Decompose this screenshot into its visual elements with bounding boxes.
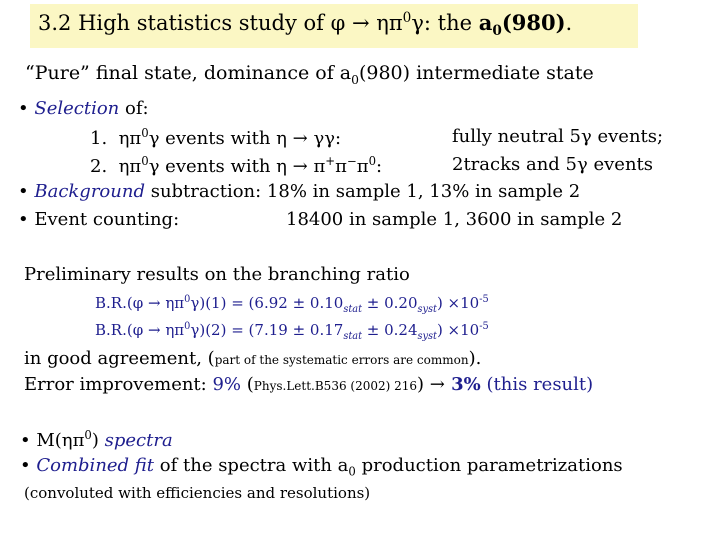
combined-fit-line: • Combined fit of the spectra with $a_0$ production parametrizations xyxy=(20,455,623,479)
slide-title: 3.2 High statistics study of $\varphi \to \eta\pi^0\gamma$: the $a_0(980)$. xyxy=(38,10,573,40)
error-improvement-line: Error improvement: 9% (Phys.Lett.B536 (2002) 216) → 3% (this result) xyxy=(24,374,594,395)
intro-line: “Pure” final state, dominance of $a_0(980)$ intermediate state xyxy=(25,62,594,87)
selection-item-2: 2. $\eta\pi^0\gamma$ events with $\eta \to \pi^+\pi^-\pi^0$: xyxy=(90,154,383,177)
selection-item-1: 1. $\eta\pi^0\gamma$ events with η → γγ: xyxy=(90,126,342,149)
counting-value: 18400 in sample 1, 3600 in sample 2 xyxy=(286,209,623,230)
counting-label: • Event counting: xyxy=(18,209,180,230)
selection-heading: • Selection of: xyxy=(18,98,149,119)
prelim-heading: Preliminary results on the branching ratio xyxy=(24,264,410,285)
selection-item-1-result: fully neutral 5γ events; xyxy=(452,126,664,147)
br-result-2: $B.R.(\varphi \to \eta\pi^0\gamma)(2) = (7.19 \pm 0.17_{stat} \pm 0.24_{syst}) \times 10^{-5}$ xyxy=(95,321,489,342)
fit-note: (convoluted with efficiencies and resolutions) xyxy=(24,484,371,502)
br-result-1: $B.R.(\varphi \to \eta\pi^0\gamma)(1) = (6.92 \pm 0.10_{stat} \pm 0.20_{syst}) \times 10^{-5}$ xyxy=(95,294,489,315)
agreement-line: in good agreement, (part of the systematic errors are common). xyxy=(24,348,482,369)
background-line: • Background subtraction: 18% in sample 1, 13% in sample 2 xyxy=(18,181,581,202)
spectra-line: • $M(\eta\pi^0)$ spectra xyxy=(20,428,173,451)
selection-item-2-result: 2tracks and 5γ events xyxy=(452,154,654,175)
